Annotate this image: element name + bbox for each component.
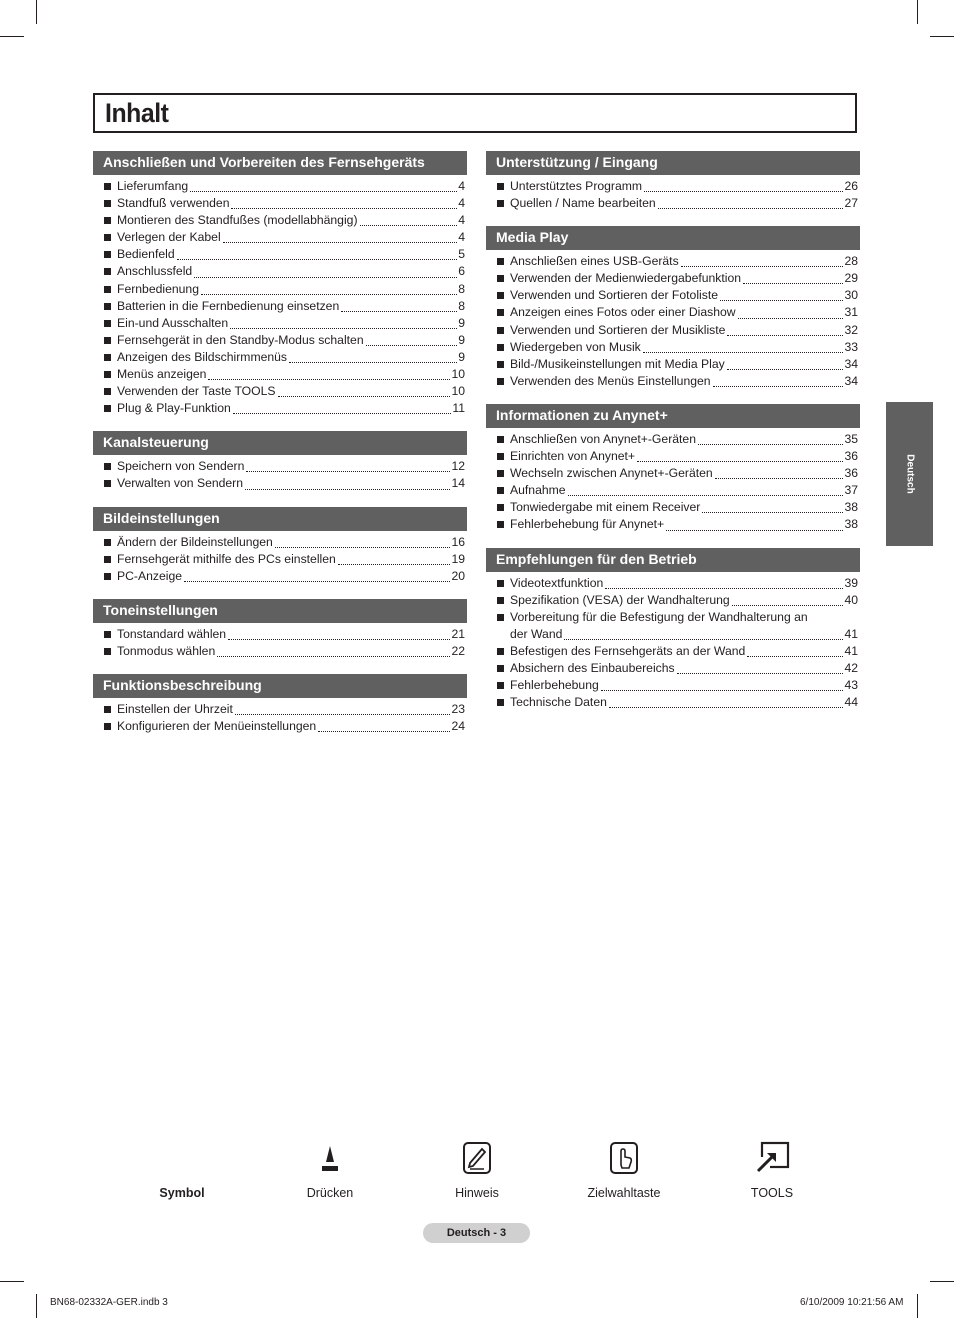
crop-mark bbox=[0, 36, 24, 37]
toc-entry-page: 20 bbox=[451, 568, 465, 583]
crop-mark bbox=[930, 36, 954, 37]
toc-entry[interactable] bbox=[496, 431, 860, 448]
dot-leader bbox=[666, 529, 843, 531]
symbol-tools-label: TOOLS bbox=[750, 1186, 794, 1200]
right-column bbox=[486, 151, 860, 725]
toc-entry-page: 32 bbox=[844, 322, 858, 337]
language-side-tab bbox=[886, 402, 933, 546]
toc-entry[interactable] bbox=[496, 373, 860, 390]
dot-leader bbox=[658, 207, 844, 209]
square-bullet-icon bbox=[497, 309, 504, 316]
toc-entry-label: Tonwiedergabe mit einem Receiver bbox=[510, 500, 701, 515]
square-bullet-icon bbox=[497, 487, 504, 494]
toc-entry-label: Verwenden des Menüs Einstellungen bbox=[510, 373, 711, 388]
dot-leader bbox=[720, 299, 843, 301]
toc-entry[interactable] bbox=[103, 298, 467, 315]
toc-entry[interactable] bbox=[103, 701, 467, 718]
dot-leader bbox=[681, 265, 844, 267]
symbol-legend-label-group bbox=[142, 1140, 222, 1200]
symbol-note bbox=[437, 1140, 517, 1200]
square-bullet-icon bbox=[104, 723, 111, 730]
square-bullet-icon bbox=[104, 463, 111, 470]
toc-entry-page: 34 bbox=[844, 356, 858, 371]
toc-entry-label: Lieferumfang bbox=[117, 179, 189, 193]
symbol-press bbox=[290, 1140, 370, 1200]
square-bullet-icon bbox=[104, 388, 111, 395]
toc-entry-label: Anzeigen des Bildschirmmenüs bbox=[117, 349, 288, 364]
toc-entry-label: Anzeigen eines Fotos oder einer Diashow bbox=[510, 305, 736, 320]
toc-entry-page: 36 bbox=[844, 449, 858, 464]
toc-entry-label: Wechseln zwischen Anynet+-Geräten bbox=[510, 466, 713, 481]
toc-entry-page: 9 bbox=[458, 315, 465, 330]
toc-entry[interactable] bbox=[103, 332, 467, 349]
one-touch-icon bbox=[574, 1140, 674, 1176]
toc-entry-label: der Wand bbox=[510, 626, 563, 641]
toc-entry-page: 36 bbox=[844, 466, 858, 481]
square-bullet-icon bbox=[104, 631, 111, 638]
page-number-badge: Deutsch - 3 bbox=[423, 1223, 530, 1243]
symbol-one-touch-label: Zielwahltaste bbox=[587, 1186, 661, 1200]
symbol-note-label: Hinweis bbox=[455, 1186, 499, 1200]
dot-leader bbox=[223, 241, 458, 243]
dot-leader bbox=[275, 546, 451, 548]
toc-entry[interactable] bbox=[103, 458, 467, 475]
toc-entry-page: 9 bbox=[458, 349, 465, 364]
dot-leader bbox=[743, 282, 843, 284]
toc-entry[interactable] bbox=[496, 339, 860, 356]
toc-entry-page: 30 bbox=[844, 288, 858, 303]
dot-leader bbox=[732, 604, 844, 606]
toc-entry-page: 37 bbox=[844, 483, 858, 498]
square-bullet-icon bbox=[497, 292, 504, 299]
toc-entry-label: Tonstandard wählen bbox=[117, 626, 227, 641]
square-bullet-icon bbox=[497, 275, 504, 282]
square-bullet-icon bbox=[497, 699, 504, 706]
toc-entry[interactable] bbox=[103, 229, 467, 246]
toc-entry-page: 19 bbox=[451, 551, 465, 566]
square-bullet-icon bbox=[104, 337, 111, 344]
dot-leader bbox=[564, 638, 843, 640]
toc-entry-label: Batterien in die Fernbedienung einsetzen bbox=[117, 298, 340, 313]
toc-entry-label: Anschließen von Anynet+-Geräten bbox=[510, 431, 696, 446]
left-column bbox=[93, 151, 467, 749]
toc-entry-page: 21 bbox=[451, 626, 465, 641]
toc-section bbox=[486, 151, 860, 212]
dot-leader bbox=[190, 190, 457, 192]
dot-leader bbox=[677, 672, 844, 674]
toc-entry[interactable] bbox=[103, 534, 467, 551]
dot-leader bbox=[360, 224, 458, 226]
section-heading: Informationen zu Anynet+ bbox=[486, 404, 860, 428]
toc-entry-label: Spezifikation (VESA) der Wandhalterung bbox=[510, 592, 730, 607]
square-bullet-icon bbox=[104, 303, 111, 310]
crop-mark bbox=[36, 0, 37, 24]
square-bullet-icon bbox=[104, 405, 111, 412]
square-bullet-icon bbox=[497, 344, 504, 351]
dot-leader bbox=[246, 470, 450, 472]
toc-entry-page: 31 bbox=[844, 305, 858, 320]
toc-entry[interactable] bbox=[496, 694, 860, 711]
toc-entry-page: 10 bbox=[451, 367, 465, 382]
dot-leader bbox=[698, 443, 843, 445]
dot-leader bbox=[230, 327, 457, 329]
dot-leader bbox=[194, 276, 457, 278]
toc-entry-page: 4 bbox=[458, 213, 465, 228]
tools-icon bbox=[732, 1140, 812, 1176]
symbol-press-label: Drücken bbox=[306, 1186, 354, 1200]
toc-section bbox=[93, 431, 467, 492]
dot-leader bbox=[727, 334, 843, 336]
square-bullet-icon bbox=[104, 480, 111, 487]
square-bullet-icon bbox=[497, 453, 504, 460]
square-bullet-icon bbox=[104, 556, 111, 563]
square-bullet-icon bbox=[497, 521, 504, 528]
toc-entry-page: 6 bbox=[458, 264, 465, 279]
toc-entry-label: Plug & Play-Funktion bbox=[117, 401, 231, 416]
square-bullet-icon bbox=[104, 268, 111, 275]
toc-section bbox=[93, 151, 467, 417]
dot-leader bbox=[217, 655, 450, 657]
dot-leader bbox=[747, 655, 843, 657]
toc-entry-page: 4 bbox=[458, 196, 465, 211]
dot-leader bbox=[713, 385, 844, 387]
square-bullet-icon bbox=[497, 648, 504, 655]
toc-entry[interactable] bbox=[103, 246, 467, 263]
dot-leader bbox=[644, 190, 843, 192]
toc-entry[interactable] bbox=[496, 304, 860, 321]
toc-entry[interactable] bbox=[103, 263, 467, 280]
square-bullet-icon bbox=[104, 648, 111, 655]
toc-entry[interactable] bbox=[103, 366, 467, 383]
section-heading: Media Play bbox=[486, 226, 860, 250]
toc-entry[interactable] bbox=[496, 643, 860, 660]
toc-entry-page: 22 bbox=[451, 643, 465, 658]
toc-entry-page: 33 bbox=[844, 339, 858, 354]
square-bullet-icon bbox=[497, 436, 504, 443]
toc-entry-page: 10 bbox=[451, 384, 465, 399]
toc-entry-page: 40 bbox=[844, 592, 858, 607]
toc-entry[interactable] bbox=[103, 475, 467, 492]
toc-entry[interactable] bbox=[496, 253, 860, 270]
square-bullet-icon bbox=[104, 251, 111, 258]
dot-leader bbox=[228, 638, 450, 640]
toc-entry-label: Einstellen der Uhrzeit bbox=[117, 701, 233, 716]
toc-entry[interactable] bbox=[496, 322, 860, 339]
toc-entry-page: 38 bbox=[844, 500, 858, 515]
toc-section bbox=[93, 599, 467, 660]
square-bullet-icon bbox=[497, 504, 504, 511]
toc-entry[interactable] bbox=[496, 516, 860, 533]
toc-entry[interactable] bbox=[496, 178, 860, 195]
toc-entry-page: 23 bbox=[451, 701, 465, 716]
toc-entry[interactable] bbox=[103, 626, 467, 643]
toc-entry-page: 5 bbox=[458, 247, 465, 262]
toc-entry-page: 9 bbox=[458, 332, 465, 347]
toc-entry-label: Absichern des Einbaubereichs bbox=[510, 660, 675, 675]
toc-entry-label: Standfuß verwenden bbox=[117, 196, 230, 211]
toc-entry-page: 44 bbox=[844, 695, 858, 710]
toc-entry-page: 28 bbox=[844, 254, 858, 269]
toc-entry-page: 24 bbox=[451, 719, 465, 734]
section-heading: Bildeinstellungen bbox=[93, 507, 467, 531]
toc-section bbox=[93, 507, 467, 585]
press-icon bbox=[290, 1140, 370, 1176]
toc-entry-label: Verwenden der Taste TOOLS bbox=[117, 384, 276, 399]
toc-list bbox=[486, 575, 860, 712]
dot-leader bbox=[341, 310, 457, 312]
toc-entry[interactable] bbox=[103, 178, 467, 195]
dot-leader bbox=[235, 713, 451, 715]
toc-entry[interactable] bbox=[496, 465, 860, 482]
title-box bbox=[93, 93, 857, 133]
toc-entry-label: Verwenden der Medienwiedergabefunktion bbox=[510, 271, 742, 286]
toc-entry[interactable] bbox=[103, 383, 467, 400]
square-bullet-icon bbox=[104, 539, 111, 546]
square-bullet-icon bbox=[497, 614, 504, 621]
toc-entry[interactable] bbox=[103, 315, 467, 332]
toc-entry-page: 38 bbox=[844, 517, 858, 532]
toc-entry-label: Fernsehgerät in den Standby-Modus schalten bbox=[117, 332, 364, 347]
toc-entry-label: Fernsehgerät mithilfe des PCs einstellen bbox=[117, 551, 336, 566]
square-bullet-icon bbox=[104, 200, 111, 207]
toc-entry-page: 11 bbox=[452, 401, 465, 416]
toc-entry[interactable] bbox=[496, 592, 860, 609]
section-heading: Anschließen und Vorbereiten des Fernsehgeräts bbox=[93, 151, 467, 175]
toc-entry-label: Verwalten von Sendern bbox=[117, 476, 244, 491]
toc-entry-label: Bedienfeld bbox=[117, 247, 175, 262]
section-heading: Funktionsbeschreibung bbox=[93, 674, 467, 698]
toc-entry-page: 43 bbox=[844, 678, 858, 693]
toc-entry-label: Verlegen der Kabel bbox=[117, 230, 221, 245]
crop-mark bbox=[917, 1294, 918, 1318]
toc-entry[interactable] bbox=[496, 270, 860, 287]
crop-mark bbox=[36, 1294, 37, 1318]
dot-leader bbox=[278, 395, 451, 397]
toc-entry-label: Verwenden und Sortieren der Musikliste bbox=[510, 322, 726, 337]
square-bullet-icon bbox=[497, 665, 504, 672]
toc-entry-page: 8 bbox=[458, 281, 465, 296]
section-heading: Toneinstellungen bbox=[93, 599, 467, 623]
toc-entry-label: Videotextfunktion bbox=[510, 575, 604, 590]
toc-entry-label: Fernbedienung bbox=[117, 281, 199, 296]
side-tab-label: Deutsch bbox=[904, 454, 915, 494]
toc-entry[interactable] bbox=[103, 718, 467, 735]
toc-entry-label: Wiedergeben von Musik bbox=[510, 339, 641, 354]
toc-entry-page: 4 bbox=[458, 179, 465, 193]
toc-entry-label: Menüs anzeigen bbox=[117, 367, 207, 382]
toc-entry-label: Anschließen eines USB-Geräts bbox=[510, 254, 679, 269]
toc-entry[interactable] bbox=[496, 482, 860, 499]
dot-leader bbox=[702, 511, 843, 513]
toc-list bbox=[93, 534, 467, 585]
toc-entry-page: 16 bbox=[451, 534, 465, 549]
dot-leader bbox=[208, 378, 450, 380]
toc-entry-page: 42 bbox=[844, 660, 858, 675]
footer-datetime: 6/10/2009 10:21:56 AM bbox=[800, 1297, 904, 1308]
toc-entry[interactable] bbox=[103, 400, 467, 417]
square-bullet-icon bbox=[497, 682, 504, 689]
toc-entry-label: Einrichten von Anynet+ bbox=[510, 449, 636, 464]
dot-leader bbox=[177, 258, 458, 260]
square-bullet-icon bbox=[497, 361, 504, 368]
crop-mark bbox=[0, 1281, 24, 1282]
dot-leader bbox=[643, 351, 844, 353]
toc-entry-label: Konfigurieren der Menüeinstellungen bbox=[117, 719, 317, 734]
square-bullet-icon bbox=[497, 470, 504, 477]
square-bullet-icon bbox=[497, 378, 504, 385]
toc-entry-label: Vorbereitung für die Befestigung der Wandhalterung an bbox=[510, 609, 808, 624]
toc-entry[interactable] bbox=[496, 609, 860, 643]
toc-list bbox=[93, 626, 467, 660]
crop-mark bbox=[917, 0, 918, 24]
toc-entry-label: Verwenden und Sortieren der Fotoliste bbox=[510, 288, 718, 303]
toc-list bbox=[486, 178, 860, 212]
dot-leader bbox=[338, 563, 451, 565]
square-bullet-icon bbox=[104, 320, 111, 327]
toc-section bbox=[486, 226, 860, 390]
toc-entry-page: 12 bbox=[451, 459, 465, 474]
square-bullet-icon bbox=[497, 597, 504, 604]
square-bullet-icon bbox=[104, 286, 111, 293]
section-heading: Unterstützung / Eingang bbox=[486, 151, 860, 175]
toc-entry-label: Ändern der Bildeinstellungen bbox=[117, 534, 273, 549]
toc-entry-page: 29 bbox=[844, 271, 858, 286]
toc-entry-label: Fehlerbehebung für Anynet+ bbox=[510, 517, 665, 532]
crop-mark bbox=[930, 1281, 954, 1282]
dot-leader bbox=[605, 587, 843, 589]
square-bullet-icon bbox=[104, 217, 111, 224]
toc-section bbox=[93, 674, 467, 735]
section-heading: Empfehlungen für den Betrieb bbox=[486, 548, 860, 572]
square-bullet-icon bbox=[497, 200, 504, 207]
toc-entry-page: 26 bbox=[844, 179, 858, 193]
toc-entry[interactable] bbox=[103, 551, 467, 568]
symbol-tools bbox=[732, 1140, 812, 1200]
toc-entry-label: Tonmodus wählen bbox=[117, 643, 216, 658]
dot-leader bbox=[201, 293, 457, 295]
square-bullet-icon bbox=[104, 371, 111, 378]
square-bullet-icon bbox=[497, 183, 504, 190]
square-bullet-icon bbox=[104, 234, 111, 241]
dot-leader bbox=[601, 689, 844, 691]
toc-entry[interactable] bbox=[496, 660, 860, 677]
dot-leader bbox=[184, 580, 450, 582]
toc-entry-label: Speichern von Sendern bbox=[117, 459, 245, 474]
toc-entry-label: Fehlerbehebung bbox=[510, 678, 599, 693]
toc-entry-label: Befestigen des Fernsehgeräts an der Wand bbox=[510, 643, 746, 658]
symbol-one-touch bbox=[574, 1140, 674, 1200]
dot-leader bbox=[568, 494, 844, 496]
toc-entry[interactable] bbox=[103, 195, 467, 212]
dot-leader bbox=[366, 344, 458, 346]
dot-leader bbox=[289, 361, 457, 363]
square-bullet-icon bbox=[104, 354, 111, 361]
toc-entry[interactable] bbox=[496, 287, 860, 304]
dot-leader bbox=[715, 477, 844, 479]
square-bullet-icon bbox=[104, 183, 111, 190]
toc-entry-page: 4 bbox=[458, 230, 465, 245]
toc-entry-label: Bild-/Musikeinstellungen mit Media Play bbox=[510, 356, 725, 371]
footer-file: BN68-02332A-GER.indb 3 bbox=[50, 1297, 168, 1308]
dot-leader bbox=[318, 730, 450, 732]
toc-list bbox=[93, 701, 467, 735]
dot-leader bbox=[231, 207, 457, 209]
symbol-legend-label: Symbol bbox=[159, 1186, 205, 1200]
toc-entry-label: Ein-und Ausschalten bbox=[117, 315, 229, 330]
square-bullet-icon bbox=[104, 706, 111, 713]
toc-list bbox=[93, 458, 467, 492]
toc-entry[interactable] bbox=[103, 349, 467, 366]
square-bullet-icon bbox=[497, 258, 504, 265]
toc-entry-label: Technische Daten bbox=[510, 695, 607, 710]
toc-entry-label: Aufnahme bbox=[510, 483, 566, 498]
toc-entry-page: 41 bbox=[844, 643, 858, 658]
toc-entry-page: 35 bbox=[844, 431, 858, 446]
toc-entry[interactable] bbox=[103, 212, 467, 229]
toc-list bbox=[93, 178, 467, 417]
toc-entry[interactable] bbox=[496, 195, 860, 212]
toc-entry-label: Quellen / Name bearbeiten bbox=[510, 196, 656, 211]
toc-entry[interactable] bbox=[103, 643, 467, 660]
toc-list bbox=[486, 431, 860, 534]
toc-entry[interactable] bbox=[496, 448, 860, 465]
toc-entry[interactable] bbox=[496, 677, 860, 694]
dot-leader bbox=[609, 706, 844, 708]
toc-entry-page: 34 bbox=[844, 373, 858, 388]
square-bullet-icon bbox=[497, 580, 504, 587]
page-title: Inhalt bbox=[105, 98, 169, 128]
toc-section bbox=[486, 548, 860, 712]
toc-entry[interactable] bbox=[496, 575, 860, 592]
toc-entry[interactable] bbox=[496, 356, 860, 373]
toc-entry-label: Montieren des Standfußes (modellabhängig) bbox=[117, 213, 358, 228]
toc-entry[interactable] bbox=[103, 568, 467, 585]
dot-leader bbox=[738, 317, 844, 319]
section-heading: Kanalsteuerung bbox=[93, 431, 467, 455]
toc-section bbox=[486, 404, 860, 534]
dot-leader bbox=[727, 368, 844, 370]
note-icon bbox=[437, 1140, 517, 1176]
dot-leader bbox=[245, 488, 450, 490]
toc-entry-label: Anschlussfeld bbox=[117, 264, 193, 279]
toc-entry-page: 14 bbox=[451, 476, 465, 491]
toc-entry-label: Unterstütztes Programm bbox=[510, 179, 643, 193]
toc-entry-page: 39 bbox=[844, 575, 858, 590]
toc-entry[interactable] bbox=[496, 499, 860, 516]
toc-list bbox=[486, 253, 860, 390]
toc-entry-page: 27 bbox=[844, 196, 858, 211]
toc-entry-page: 41 bbox=[844, 626, 858, 641]
toc-entry-label: PC-Anzeige bbox=[117, 568, 183, 583]
toc-entry[interactable] bbox=[103, 281, 467, 298]
square-bullet-icon bbox=[104, 573, 111, 580]
dot-leader bbox=[233, 412, 452, 414]
toc-entry-page: 8 bbox=[458, 298, 465, 313]
dot-leader bbox=[637, 460, 843, 462]
square-bullet-icon bbox=[497, 327, 504, 334]
